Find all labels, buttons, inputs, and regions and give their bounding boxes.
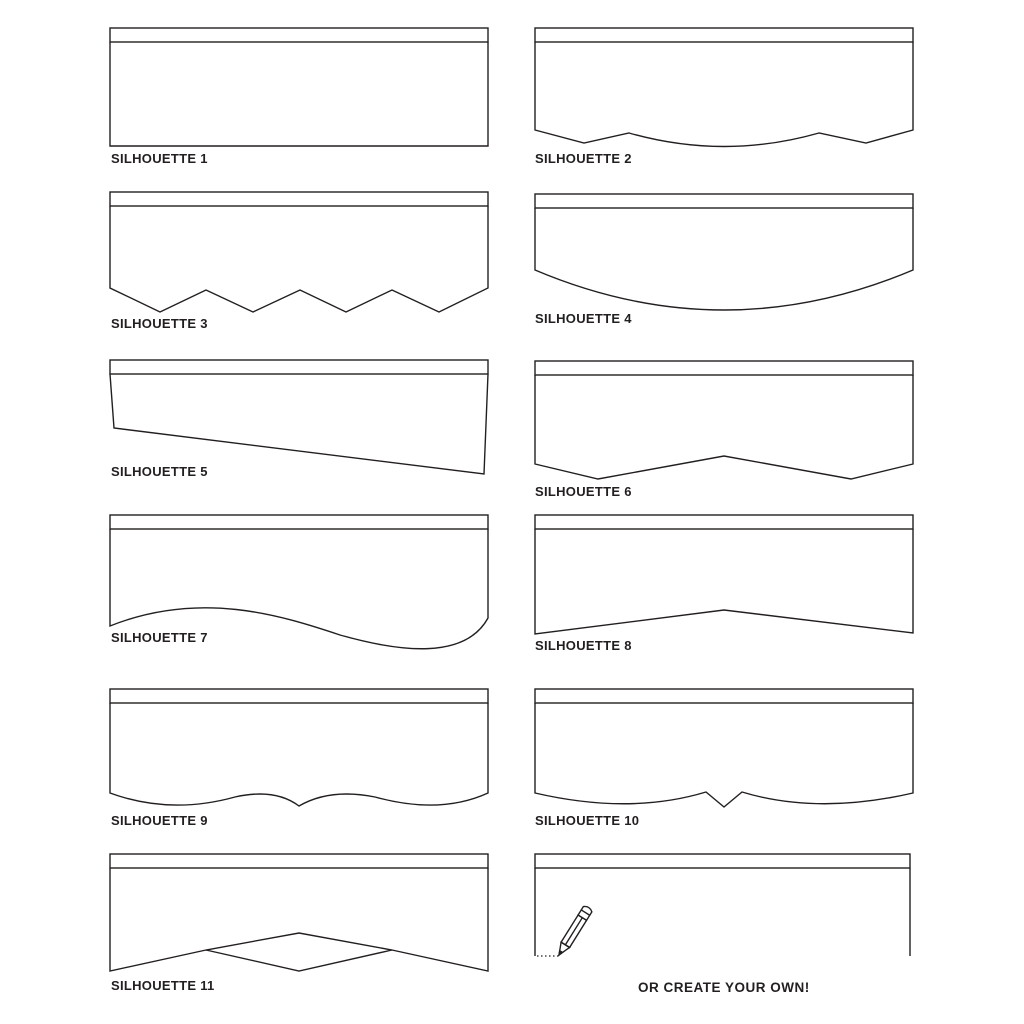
pencil-ferrule [578, 910, 590, 920]
custom-silhouette-shape [535, 854, 910, 956]
pencil-icon [555, 905, 593, 958]
silhouette-3-shape [110, 192, 488, 312]
silhouette-10-shape [535, 689, 913, 807]
silhouette-3-header-band [110, 192, 488, 206]
silhouette-5-shape [110, 360, 488, 474]
silhouette-4-shape [535, 194, 913, 310]
silhouette-2-header-band [535, 28, 913, 42]
silhouette-4-header-band [535, 194, 913, 208]
create-your-own-label: OR CREATE YOUR OWN! [638, 980, 810, 995]
silhouette-7-shape [110, 515, 488, 649]
silhouette-9-header-band [110, 689, 488, 703]
silhouette-9-body [110, 703, 488, 806]
silhouette-11-body [110, 868, 488, 971]
silhouette-10-header-band [535, 689, 913, 703]
silhouette-8-header-band [535, 515, 913, 529]
silhouette-6-shape [535, 361, 913, 479]
silhouette-10-body [535, 703, 913, 807]
silhouette-5-label: SILHOUETTE 5 [111, 464, 208, 479]
silhouette-3-label: SILHOUETTE 3 [111, 316, 208, 331]
silhouette-10-label: SILHOUETTE 10 [535, 813, 640, 828]
silhouette-11-header-band [110, 854, 488, 868]
silhouette-4-label: SILHOUETTE 4 [535, 311, 632, 326]
silhouette-7-label: SILHOUETTE 7 [111, 630, 208, 645]
silhouette-8-label: SILHOUETTE 8 [535, 638, 632, 653]
silhouette-1-shape [110, 28, 488, 146]
silhouette-4-body [535, 208, 913, 310]
silhouette-9-shape [110, 689, 488, 806]
silhouette-6-header-band [535, 361, 913, 375]
silhouette-2-label: SILHOUETTE 2 [535, 151, 632, 166]
silhouette-9-label: SILHOUETTE 9 [111, 813, 208, 828]
pencil-lead [558, 951, 563, 956]
silhouette-11-shape [110, 854, 488, 971]
silhouette-11-diamond [206, 950, 392, 971]
silhouette-5-body [110, 374, 488, 474]
silhouette-3-body [110, 206, 488, 312]
silhouette-1-header-band [110, 28, 488, 42]
silhouette-7-header-band [110, 515, 488, 529]
silhouette-5-header-band [110, 360, 488, 374]
custom-header-band [535, 854, 910, 868]
silhouette-2-shape [535, 28, 913, 147]
silhouette-6-body [535, 375, 913, 479]
silhouette-1-body [110, 42, 488, 146]
silhouette-2-body [535, 42, 913, 147]
pencil-tip [555, 942, 570, 957]
silhouette-6-label: SILHOUETTE 6 [535, 484, 632, 499]
silhouette-8-shape [535, 515, 913, 634]
silhouette-1-label: SILHOUETTE 1 [111, 151, 208, 166]
silhouette-8-body [535, 529, 913, 634]
silhouette-11-label: SILHOUETTE 11 [111, 978, 215, 993]
